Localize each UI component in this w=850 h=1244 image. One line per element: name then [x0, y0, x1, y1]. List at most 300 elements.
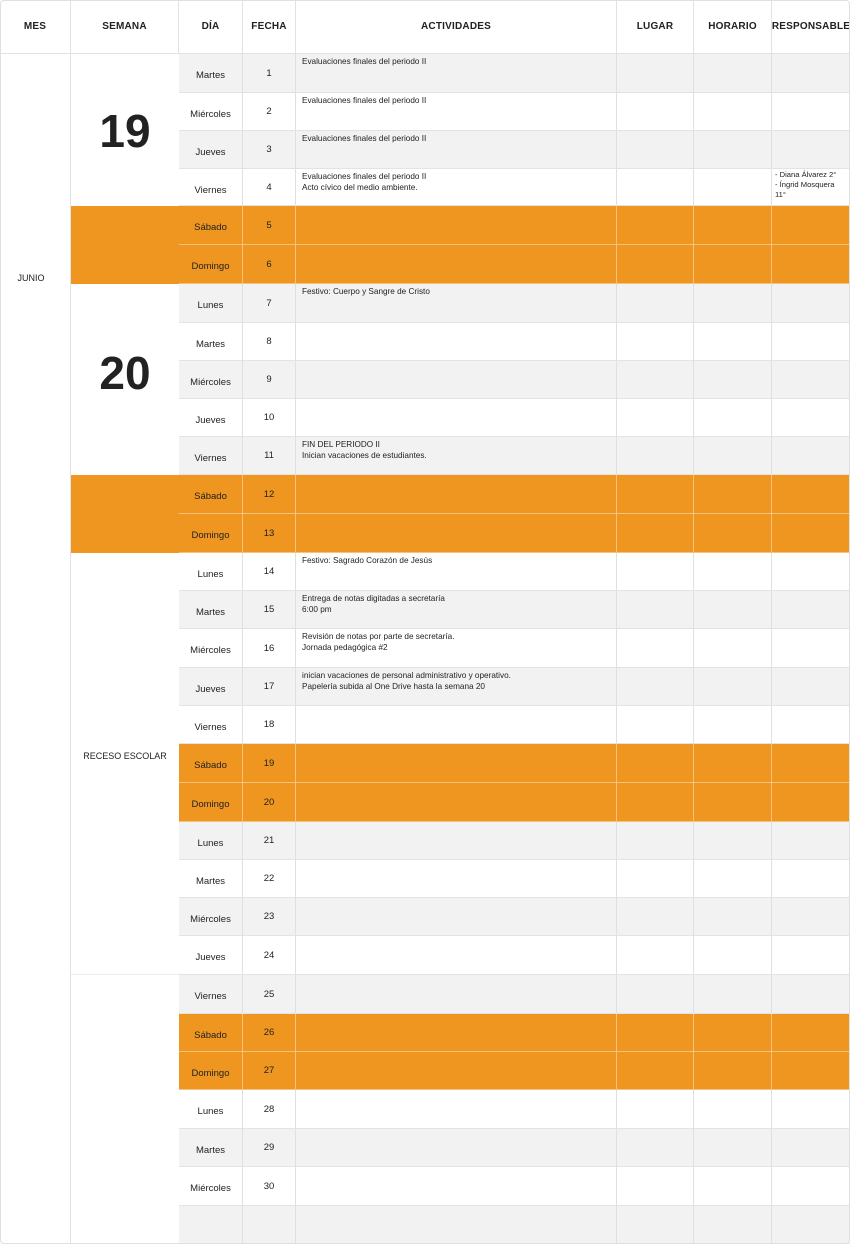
day-name: Miércoles	[190, 1183, 231, 1194]
day-cell	[179, 822, 243, 859]
activity-cell	[296, 361, 617, 398]
day-cell	[179, 284, 243, 322]
lugar-cell	[617, 514, 694, 552]
date-cell	[243, 1206, 296, 1243]
table-row	[179, 1090, 850, 1129]
activity-cell	[296, 1167, 617, 1205]
week-20-number: 20	[99, 347, 151, 399]
date-cell	[243, 475, 296, 513]
date-number: 22	[263, 873, 275, 884]
lugar-cell	[617, 591, 694, 628]
date-number: 10	[263, 412, 275, 423]
horario-cell	[694, 399, 772, 436]
date-number: 24	[263, 950, 275, 961]
day-cell	[179, 744, 243, 782]
day-name: Sábado	[194, 222, 227, 233]
day-name: Miércoles	[190, 914, 231, 925]
table-row	[179, 1206, 850, 1244]
activity-cell	[296, 1090, 617, 1128]
date-number: 17	[263, 681, 275, 692]
responsable-cell	[772, 706, 850, 743]
lugar-cell	[617, 744, 694, 782]
lugar-cell	[617, 553, 694, 590]
date-number: 12	[263, 489, 275, 500]
horario-cell	[694, 514, 772, 552]
horario-cell	[694, 361, 772, 398]
activity-text: Revisión de notas por parte de secretaría. Jornada pedagógica #2	[302, 632, 455, 652]
table-row	[179, 668, 850, 706]
activity-text: Evaluaciones finales del periodo II Acto cívico del medio ambiente.	[302, 172, 427, 192]
date-cell	[243, 706, 296, 743]
week-19-block	[71, 54, 179, 206]
activity-cell	[296, 706, 617, 743]
activity-text: Evaluaciones finales del periodo II	[302, 134, 427, 143]
horario-cell	[694, 629, 772, 667]
lugar-cell	[617, 323, 694, 360]
responsable-cell	[772, 93, 850, 130]
horario-cell	[694, 591, 772, 628]
table-row	[179, 1167, 850, 1206]
horario-cell	[694, 1052, 772, 1089]
table-row-weekend	[179, 245, 850, 284]
table-row	[179, 1129, 850, 1167]
table-row	[179, 284, 850, 323]
activity-cell	[296, 1206, 617, 1243]
lugar-cell	[617, 93, 694, 130]
horario-cell	[694, 284, 772, 322]
responsable-cell	[772, 591, 850, 628]
table-row	[179, 706, 850, 744]
day-name: Miércoles	[190, 377, 231, 388]
day-name: Jueves	[195, 415, 226, 426]
day-cell	[179, 591, 243, 628]
activity-cell	[296, 591, 617, 628]
day-cell	[179, 1129, 243, 1166]
date-cell	[243, 437, 296, 474]
lugar-cell	[617, 437, 694, 474]
day-cell	[179, 1167, 243, 1205]
activity-text: Festivo: Sagrado Corazón de Jesús	[302, 556, 433, 565]
date-number: 1	[266, 68, 272, 79]
date-cell	[243, 975, 296, 1013]
responsable-cell	[772, 822, 850, 859]
responsable-cell	[772, 437, 850, 474]
table-row	[179, 323, 850, 361]
day-cell	[179, 975, 243, 1013]
day-name: Lunes	[197, 569, 224, 580]
table-row	[179, 399, 850, 437]
day-cell	[179, 437, 243, 474]
day-name: Viernes	[194, 722, 227, 733]
activity-cell	[296, 245, 617, 283]
day-name: Jueves	[195, 952, 226, 963]
date-cell	[243, 898, 296, 935]
lugar-cell	[617, 898, 694, 935]
responsable-cell	[772, 1052, 850, 1089]
day-name: Martes	[195, 607, 226, 618]
week-20-block	[71, 284, 179, 475]
date-number: 14	[263, 566, 275, 577]
responsable-cell	[772, 744, 850, 782]
date-cell	[243, 860, 296, 897]
header-mes: MES	[0, 0, 71, 54]
day-cell	[179, 245, 243, 283]
table-row	[179, 169, 850, 206]
lugar-cell	[617, 1167, 694, 1205]
day-name: Jueves	[195, 147, 226, 158]
responsable-cell	[772, 668, 850, 705]
day-cell	[179, 169, 243, 205]
horario-cell	[694, 169, 772, 205]
header-lugar: LUGAR	[617, 0, 694, 54]
table-row-weekend	[179, 744, 850, 783]
horario-cell	[694, 475, 772, 513]
header-actividades: ACTIVIDADES	[296, 0, 617, 54]
day-cell	[179, 860, 243, 897]
date-number: 4	[266, 182, 272, 193]
activity-cell	[296, 514, 617, 552]
day-name: Sábado	[194, 491, 227, 502]
responsable-cell	[772, 975, 850, 1013]
lugar-cell	[617, 706, 694, 743]
day-name: Miércoles	[190, 109, 231, 120]
day-cell	[179, 54, 243, 92]
date-cell	[243, 553, 296, 590]
week-empty-block	[71, 975, 179, 1244]
horario-cell	[694, 668, 772, 705]
activity-cell	[296, 131, 617, 168]
receso-block	[71, 553, 179, 975]
horario-cell	[694, 822, 772, 859]
horario-cell	[694, 553, 772, 590]
table-row	[179, 437, 850, 475]
responsable-cell	[772, 514, 850, 552]
day-name: Domingo	[191, 530, 230, 541]
date-cell	[243, 361, 296, 398]
horario-cell	[694, 783, 772, 821]
horario-cell	[694, 131, 772, 168]
responsable-text: - Diana Álvarez 2° - Íngrid Mosquera 11°	[775, 170, 837, 199]
date-cell	[243, 1052, 296, 1089]
day-cell	[179, 399, 243, 436]
horario-cell	[694, 706, 772, 743]
activity-text: Festivo: Cuerpo y Sangre de Cristo	[302, 287, 430, 296]
date-cell	[243, 93, 296, 130]
table-row	[179, 93, 850, 131]
activity-cell	[296, 437, 617, 474]
table-row	[179, 975, 850, 1014]
header-semana: SEMANA	[71, 0, 179, 54]
responsable-cell	[772, 361, 850, 398]
header-fecha: FECHA	[243, 0, 296, 54]
day-name: Domingo	[191, 799, 230, 810]
activity-cell	[296, 860, 617, 897]
date-number: 18	[263, 719, 275, 730]
day-name: Domingo	[191, 261, 230, 272]
day-cell	[179, 93, 243, 130]
date-cell	[243, 591, 296, 628]
activity-cell	[296, 206, 617, 244]
activity-cell	[296, 169, 617, 205]
responsable-cell	[772, 131, 850, 168]
lugar-cell	[617, 361, 694, 398]
lugar-cell	[617, 1129, 694, 1166]
date-cell	[243, 629, 296, 667]
activity-cell	[296, 975, 617, 1013]
horario-cell	[694, 1129, 772, 1166]
horario-cell	[694, 437, 772, 474]
day-name: Viernes	[194, 453, 227, 464]
table-row-weekend	[179, 1014, 850, 1052]
responsable-cell	[772, 206, 850, 244]
date-cell	[243, 1090, 296, 1128]
date-number: 16	[263, 643, 275, 654]
day-name: Martes	[195, 339, 226, 350]
lugar-cell	[617, 475, 694, 513]
date-cell	[243, 1014, 296, 1051]
lugar-cell	[617, 399, 694, 436]
table-row	[179, 131, 850, 169]
date-cell	[243, 245, 296, 283]
week-19-number: 19	[99, 105, 151, 157]
responsable-cell	[772, 1090, 850, 1128]
date-cell	[243, 169, 296, 205]
date-number: 2	[266, 106, 272, 117]
receso-label: RECESO ESCOLAR	[83, 751, 167, 761]
day-name: Viernes	[194, 185, 227, 196]
date-cell	[243, 284, 296, 322]
activity-text: FIN DEL PERIODO II Inician vacaciones de estudiantes.	[302, 440, 427, 460]
date-cell	[243, 1129, 296, 1166]
day-name: Martes	[195, 1145, 226, 1156]
table-row-weekend	[179, 206, 850, 245]
table-row	[179, 898, 850, 936]
day-name: Lunes	[197, 838, 224, 849]
date-number: 13	[263, 528, 275, 539]
activity-cell	[296, 284, 617, 322]
responsable-cell	[772, 245, 850, 283]
header-responsable: RESPONSABLE	[772, 0, 850, 54]
responsable-cell	[772, 1167, 850, 1205]
lugar-cell	[617, 131, 694, 168]
day-cell	[179, 1090, 243, 1128]
responsable-cell	[772, 284, 850, 322]
day-name: Jueves	[195, 684, 226, 695]
horario-cell	[694, 93, 772, 130]
table-row	[179, 361, 850, 399]
date-cell	[243, 323, 296, 360]
activity-text: Entrega de notas digitadas a secretaría 6:00 pm	[302, 594, 445, 614]
activity-cell	[296, 668, 617, 705]
day-cell	[179, 361, 243, 398]
day-name: Martes	[195, 876, 226, 887]
day-cell	[179, 706, 243, 743]
responsable-cell	[772, 399, 850, 436]
day-name: Lunes	[197, 300, 224, 311]
day-name: Martes	[195, 70, 226, 81]
day-cell	[179, 1014, 243, 1051]
responsable-cell	[772, 860, 850, 897]
activity-cell	[296, 1129, 617, 1166]
date-cell	[243, 668, 296, 705]
lugar-cell	[617, 284, 694, 322]
day-cell	[179, 475, 243, 513]
month-column	[0, 54, 71, 1244]
horario-cell	[694, 744, 772, 782]
week-19-weekend-block	[71, 206, 179, 284]
date-cell	[243, 399, 296, 436]
week-20-weekend-block	[71, 475, 179, 553]
lugar-cell	[617, 1206, 694, 1243]
table-row	[179, 629, 850, 668]
date-number: 3	[266, 144, 272, 155]
table-row	[179, 822, 850, 860]
activity-cell	[296, 54, 617, 92]
horario-cell	[694, 860, 772, 897]
lugar-cell	[617, 206, 694, 244]
activity-cell	[296, 936, 617, 974]
horario-cell	[694, 898, 772, 935]
table-row-weekend	[179, 514, 850, 553]
table-row	[179, 553, 850, 591]
responsable-cell	[772, 1206, 850, 1243]
date-cell	[243, 54, 296, 92]
responsable-cell	[772, 553, 850, 590]
lugar-cell	[617, 629, 694, 667]
date-number: 23	[263, 911, 275, 922]
activity-cell	[296, 553, 617, 590]
lugar-cell	[617, 245, 694, 283]
table-row	[179, 936, 850, 975]
horario-cell	[694, 245, 772, 283]
horario-cell	[694, 323, 772, 360]
date-cell	[243, 936, 296, 974]
lugar-cell	[617, 975, 694, 1013]
horario-cell	[694, 975, 772, 1013]
horario-cell	[694, 936, 772, 974]
date-number: 11	[264, 450, 274, 461]
lugar-cell	[617, 860, 694, 897]
table-row-weekend	[179, 1052, 850, 1090]
responsable-cell	[772, 936, 850, 974]
date-cell	[243, 783, 296, 821]
day-cell	[179, 668, 243, 705]
day-cell	[179, 131, 243, 168]
day-name: Domingo	[191, 1068, 230, 1079]
lugar-cell	[617, 1090, 694, 1128]
day-cell	[179, 206, 243, 244]
activity-cell	[296, 629, 617, 667]
activity-cell	[296, 399, 617, 436]
day-name: Sábado	[194, 1030, 227, 1041]
day-cell	[179, 1052, 243, 1089]
lugar-cell	[617, 1014, 694, 1051]
day-cell	[179, 514, 243, 552]
table-row	[179, 860, 850, 898]
horario-cell	[694, 54, 772, 92]
header-dia: DÍA	[179, 0, 243, 54]
horario-cell	[694, 1167, 772, 1205]
activity-cell	[296, 822, 617, 859]
responsable-cell	[772, 783, 850, 821]
lugar-cell	[617, 54, 694, 92]
lugar-cell	[617, 1052, 694, 1089]
date-cell	[243, 744, 296, 782]
responsable-cell	[772, 629, 850, 667]
day-cell	[179, 553, 243, 590]
activity-cell	[296, 93, 617, 130]
day-name: Lunes	[197, 1106, 224, 1117]
responsable-cell	[772, 1129, 850, 1166]
lugar-cell	[617, 936, 694, 974]
day-cell	[179, 323, 243, 360]
activity-text: inician vacaciones de personal administrativo y operativo. Papelería subida al One Drive hasta la semana 20	[302, 671, 511, 691]
day-cell	[179, 898, 243, 935]
date-number: 15	[263, 604, 275, 615]
date-number: 7	[266, 298, 272, 309]
activity-cell	[296, 1052, 617, 1089]
responsable-cell	[772, 323, 850, 360]
horario-cell	[694, 1206, 772, 1243]
date-number: 30	[263, 1181, 275, 1192]
activity-text: Evaluaciones finales del periodo II	[302, 57, 427, 66]
date-number: 25	[263, 989, 275, 1000]
month-label: JUNIO	[17, 273, 45, 283]
date-cell	[243, 206, 296, 244]
date-cell	[243, 131, 296, 168]
table-row	[179, 591, 850, 629]
day-cell	[179, 629, 243, 667]
activity-text: Evaluaciones finales del periodo II	[302, 96, 427, 105]
date-number: 21	[263, 835, 275, 846]
date-number: 28	[263, 1104, 275, 1115]
activity-cell	[296, 744, 617, 782]
date-number: 27	[263, 1065, 275, 1076]
day-name: Sábado	[194, 760, 227, 771]
header-horario: HORARIO	[694, 0, 772, 54]
date-number: 19	[263, 758, 275, 769]
date-cell	[243, 1167, 296, 1205]
date-number: 5	[266, 220, 272, 231]
horario-cell	[694, 1090, 772, 1128]
activity-cell	[296, 898, 617, 935]
date-number: 9	[266, 374, 272, 385]
lugar-cell	[617, 169, 694, 205]
day-cell	[179, 936, 243, 974]
activity-cell	[296, 323, 617, 360]
date-number: 29	[263, 1142, 275, 1153]
activity-cell	[296, 783, 617, 821]
table-row-weekend	[179, 783, 850, 822]
date-cell	[243, 822, 296, 859]
activity-cell	[296, 475, 617, 513]
day-cell	[179, 783, 243, 821]
day-name: Miércoles	[190, 645, 231, 656]
lugar-cell	[617, 822, 694, 859]
responsable-cell	[772, 475, 850, 513]
responsable-cell	[772, 54, 850, 92]
horario-cell	[694, 1014, 772, 1051]
date-number: 20	[263, 797, 275, 808]
horario-cell	[694, 206, 772, 244]
day-cell	[179, 1206, 243, 1243]
responsable-cell	[772, 1014, 850, 1051]
date-number: 6	[266, 259, 272, 270]
table-row-weekend	[179, 475, 850, 514]
date-cell	[243, 514, 296, 552]
lugar-cell	[617, 668, 694, 705]
lugar-cell	[617, 783, 694, 821]
